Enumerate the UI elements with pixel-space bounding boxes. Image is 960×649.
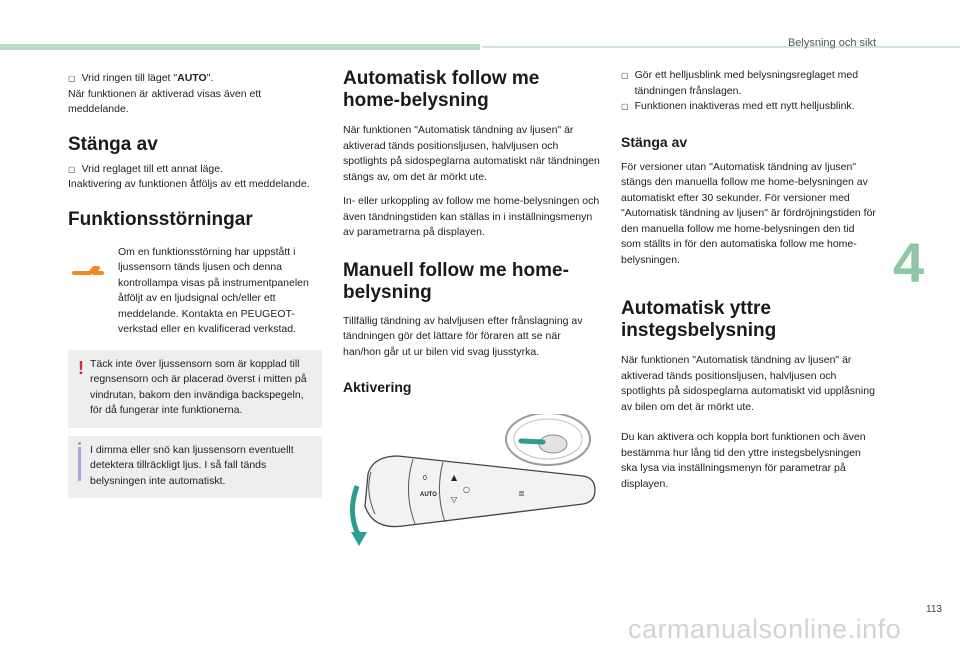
stanga-text: Inaktivering av funktionen åtföljs av ett meddelande.: [68, 178, 310, 190]
stanga-heading-right: Stänga av: [621, 133, 688, 150]
deactivate-bullet: [621, 99, 876, 115]
checkbox-bullet-icon: ▢: [621, 102, 629, 111]
section-title: Belysning och sikt: [787, 37, 876, 49]
auto-bullet-text: Vrid ringen till läget "AUTO".: [81, 72, 214, 84]
stalk-illustration-svg: [343, 414, 600, 554]
info-box: [68, 436, 322, 499]
checkbox-bullet-icon: ▢: [68, 164, 76, 174]
yttre-p1: När funktionen "Automatisk tändning av ljusen" är aktiverad tänds positionsljusen, halvljusen och spotlights på sidospeglarna automatiskt vid upplåsning av bilen om det är mörkt ute.: [621, 354, 875, 413]
auto-follow-heading: Automatisk follow me home-belysning: [343, 68, 540, 111]
stanga-heading: Stänga av: [68, 133, 158, 155]
funktionsstorningar-heading: Funktionsstörningar: [68, 208, 253, 230]
flash-bullet-text: Gör ett helljusblink med belysningsreglaget med tändningen frånslagen.: [634, 69, 859, 97]
checkbox-bullet-icon: ▢: [68, 74, 76, 83]
svg-text:▲: ▲: [451, 473, 458, 482]
yttre-heading: Automatisk yttre instegsbelysning: [621, 298, 777, 341]
pull-arrow-icon: [352, 486, 359, 536]
flash-bullet: [621, 68, 876, 99]
svg-text:≣: ≣: [518, 489, 525, 498]
column-left: [68, 60, 322, 498]
warning-box: [68, 350, 322, 428]
deactivate-bullet-text: Funktionen inaktiveras med ett nytt helljusblink.: [634, 100, 855, 112]
column-right: [621, 60, 876, 492]
aktivering-heading: Aktivering: [343, 379, 412, 395]
steering-wheel-icon: [506, 414, 590, 465]
auto-intro-text: När funktionen är aktiverad visas även ett meddelande.: [68, 87, 262, 115]
svg-text:○: ○: [463, 485, 470, 494]
auto-follow-p1: När funktionen "Automatisk tändning av ljusen" är aktiverad tänds positionsljusen, halvljusen och spotlights på sidospeglarna automatiskt när tändningen stängs av, om det är mörkt ute.: [343, 124, 600, 183]
watermark: carmanualsonline.info: [628, 614, 902, 644]
checkbox-bullet-icon: ▢: [621, 71, 629, 80]
fault-text: Om en funktionsstörning har uppstått i ljussensorn tänds ljusen och denna kontrollampa visas på instrumentpanelen åtföljt av en ljudsignal och/eller ett meddelande. Kontakta en PEUGEOT-verkstad eller en kvalificerad verkstad.: [118, 245, 309, 335]
zero-label: 0: [423, 475, 427, 482]
manuell-follow-p: Tillfällig tändning av halvljusen efter frånslagning av tändningen gör det lättare för föraren att se när han/hon går ut ur bilen vid svag ljusstyrka.: [343, 314, 583, 358]
info-icon-dot: [78, 442, 81, 445]
page-number: 113: [926, 604, 942, 615]
info-icon: [78, 447, 81, 481]
chapter-number: 4: [893, 231, 925, 294]
stanga-text-right: För versioner utan "Automatisk tändning av ljusen" stängs den manuella follow me home-belysningen av automatiskt efter 30 sekunder. För versioner med "Automatisk tändning av ljusen" är fördröjningstiden för den manuella follow me home-belysningen den tid som ställts in för den automatiska follow me home-belysningen.: [621, 160, 876, 266]
auto-bullet: [68, 71, 322, 87]
stalk-illustration: [343, 414, 600, 574]
stanga-bullet: [68, 162, 322, 178]
warning-text: Täck inte över ljussensorn som är kopplad till regnsensorn och är placerad överst i mitten på vindrutan, bakom den invändiga backspegeln, för då fungerar inte funktionerna.: [90, 357, 307, 416]
wrench-warning-icon: [68, 245, 108, 338]
header-divider: [482, 46, 960, 48]
stanga-bullet-text: Vrid reglaget till ett annat läge.: [81, 162, 224, 175]
info-text: I dimma eller snö kan ljussensorn eventuellt detektera tillräckligt ljus. I så fall tänds belysningen inte automatiskt.: [90, 443, 294, 487]
lighting-stalk: [365, 456, 595, 527]
manuell-follow-heading: Manuell follow me home-belysning: [343, 259, 569, 303]
auto-label: AUTO: [420, 492, 437, 498]
header-accent-bar: [0, 44, 480, 50]
auto-follow-p2: In- eller urkoppling av follow me home-belysningen och även tändningstiden kan ställas in i inställningsmenyn av parametrarna på displayen.: [343, 195, 600, 238]
fault-block: [68, 245, 322, 338]
exclamation-icon: !: [78, 357, 84, 378]
column-middle: [343, 60, 600, 574]
arrow-head-icon: [351, 532, 367, 546]
yttre-p2: Du kan aktivera och koppla bort funktionen och även bestämma hur lång tid den yttre instegsbelysningen ska lysa via inställningsmenyn för parametrar på displayen.: [621, 431, 866, 490]
svg-text:▽: ▽: [451, 495, 458, 504]
